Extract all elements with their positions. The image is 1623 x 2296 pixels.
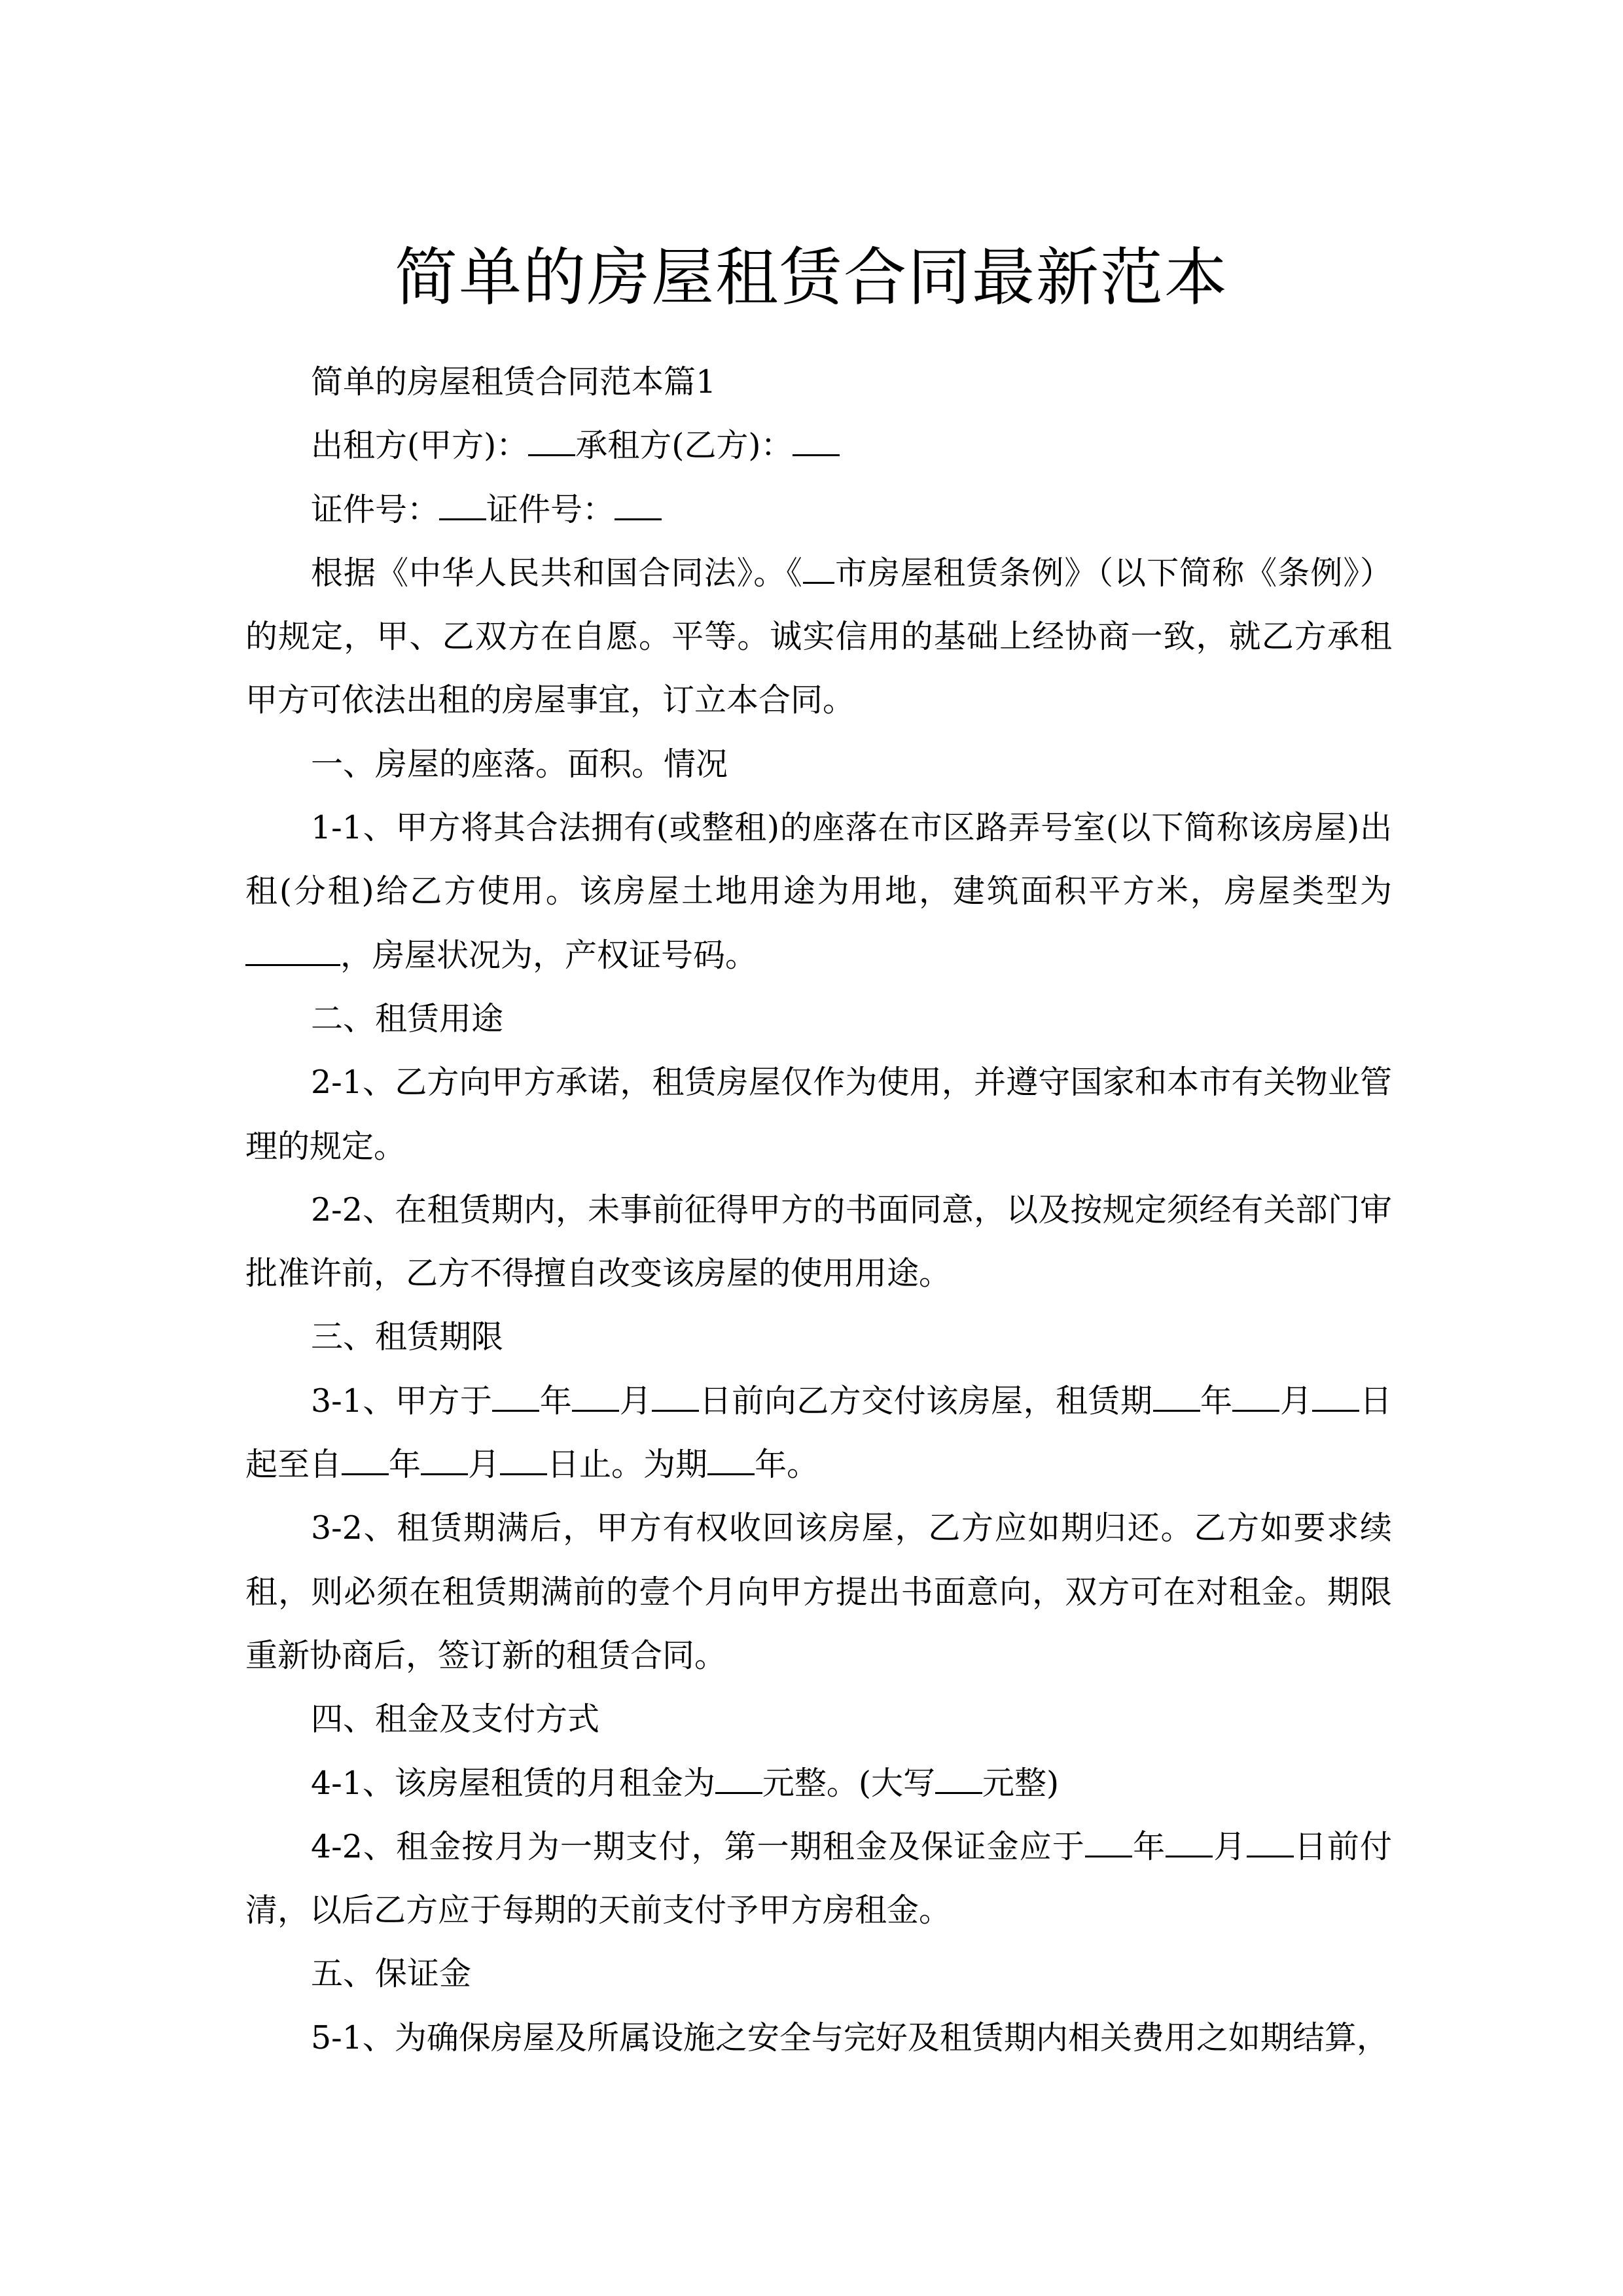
clause-text: 日止。为期 <box>547 1446 708 1484</box>
clause-text: 月 <box>1213 1827 1247 1865</box>
lessor-label: 出租方(甲方)： <box>311 427 529 465</box>
lessee-id-blank <box>615 490 662 520</box>
clause-3-1 <box>245 1369 1392 1497</box>
clause-1-1 <box>245 796 1392 987</box>
city-blank <box>803 553 834 584</box>
preamble-text-2: 市房屋租赁条例》（以下简称《条例》）的规定，甲、乙双方在自愿。平等。诚实信用的基础上经协商一致，就乙方承租甲方可依法出租的房屋事宜，订立本合同。 <box>245 554 1392 719</box>
parties-line <box>245 414 1392 477</box>
term-years-blank <box>707 1444 755 1475</box>
clause-text: 年。 <box>755 1446 819 1484</box>
clause-1-1-text-1: 1-1、甲方将其合法拥有(或整租)的座落在市区路弄号室(以下简称该房屋)出租(分租)给乙方使用。该房屋土地用途为用地，建筑面积平方米，房屋类型为 <box>245 809 1392 910</box>
lessor-id-label: 证件号： <box>311 490 440 528</box>
document-body <box>245 350 1392 2070</box>
year-blank <box>342 1444 389 1475</box>
preamble-paragraph <box>245 541 1392 732</box>
clause-2-1: 2-1、乙方向甲方承诺，租赁房屋仅作为使用，并遵守国家和本市有关物业管理的规定。 <box>245 1064 1392 1165</box>
preamble-text-1: 根据《中华人民共和国合同法》。《 <box>311 554 803 592</box>
lessor-blank <box>528 425 575 456</box>
rent-amount-words-blank <box>935 1763 982 1793</box>
year-blank <box>492 1381 539 1412</box>
contract-subtitle: 简单的房屋租赁合同范本篇1 <box>311 363 717 401</box>
year-blank <box>1153 1381 1200 1412</box>
house-type-blank <box>245 935 340 966</box>
clause-text: 年 <box>1132 1827 1166 1865</box>
section-heading-3: 三、租赁期限 <box>311 1318 504 1356</box>
day-blank <box>1312 1381 1359 1412</box>
section-heading-5: 五、保证金 <box>311 1955 472 1993</box>
month-blank <box>1166 1827 1213 1857</box>
clause-text: 日前向乙方交付该房屋，租赁期 <box>699 1382 1153 1420</box>
clause-text: 年 <box>539 1382 573 1420</box>
clause-text: 月 <box>619 1382 652 1420</box>
month-blank <box>421 1444 468 1475</box>
year-blank <box>1085 1827 1132 1857</box>
document-title: 简单的房屋租赁合同最新范本 <box>395 241 1228 315</box>
clause-text: 月 <box>468 1446 501 1484</box>
clause-4-2 <box>245 1815 1392 1943</box>
clause-text: 月 <box>1279 1382 1313 1420</box>
section-heading-4: 四、租金及支付方式 <box>311 1700 600 1738</box>
section-heading-1: 一、房屋的座落。面积。情况 <box>311 745 728 783</box>
clause-5-1: 5-1、为确保房屋及所属设施之安全与完好及租赁期内相关费用之如期结算， <box>311 2018 1389 2056</box>
clause-text: 元整) <box>982 1764 1060 1802</box>
clause-text: 4-2、租金按月为一期支付，第一期租金及保证金应于 <box>311 1827 1085 1865</box>
lessee-id-label: 证件号： <box>486 490 615 528</box>
day-blank <box>500 1444 547 1475</box>
clause-text: 4-1、该房屋租赁的月租金为 <box>311 1764 715 1802</box>
lessee-blank <box>793 425 840 456</box>
day-blank <box>652 1381 699 1412</box>
clause-text: 年 <box>389 1446 421 1484</box>
clause-1-1-text-2: ，房屋状况为，产权证号码。 <box>340 936 758 974</box>
lessor-id-blank <box>439 490 486 520</box>
clause-3-2: 3-2、租赁期满后，甲方有权收回该房屋，乙方应如期归还。乙方如要求续租，则必须在租赁期满前的壹个月向甲方提出书面意向，双方可在对租金。期限重新协商后，签订新的租赁合同。 <box>245 1509 1392 1674</box>
day-blank <box>1247 1827 1294 1857</box>
month-blank <box>1232 1381 1279 1412</box>
clause-text: 年 <box>1200 1382 1233 1420</box>
clause-text: 日起至自 <box>245 1382 1392 1484</box>
clause-2-2: 2-2、在租赁期内，未事前征得甲方的书面同意，以及按规定须经有关部门审批准许前，乙方不得擅自改变该房屋的使用用途。 <box>245 1191 1392 1293</box>
clause-text: 元整。(大写 <box>762 1764 936 1802</box>
clause-text: 3-1、甲方于 <box>311 1382 493 1420</box>
clause-text: 日前付清，以后乙方应于每期的天前支付予甲方房租金。 <box>245 1827 1392 1929</box>
rent-amount-blank <box>715 1763 762 1793</box>
lessee-label: 承租方(乙方)： <box>575 427 793 465</box>
month-blank <box>572 1381 619 1412</box>
id-number-line <box>245 478 1392 541</box>
clause-4-1 <box>245 1751 1392 1815</box>
section-heading-2: 二、租赁用途 <box>311 999 504 1037</box>
